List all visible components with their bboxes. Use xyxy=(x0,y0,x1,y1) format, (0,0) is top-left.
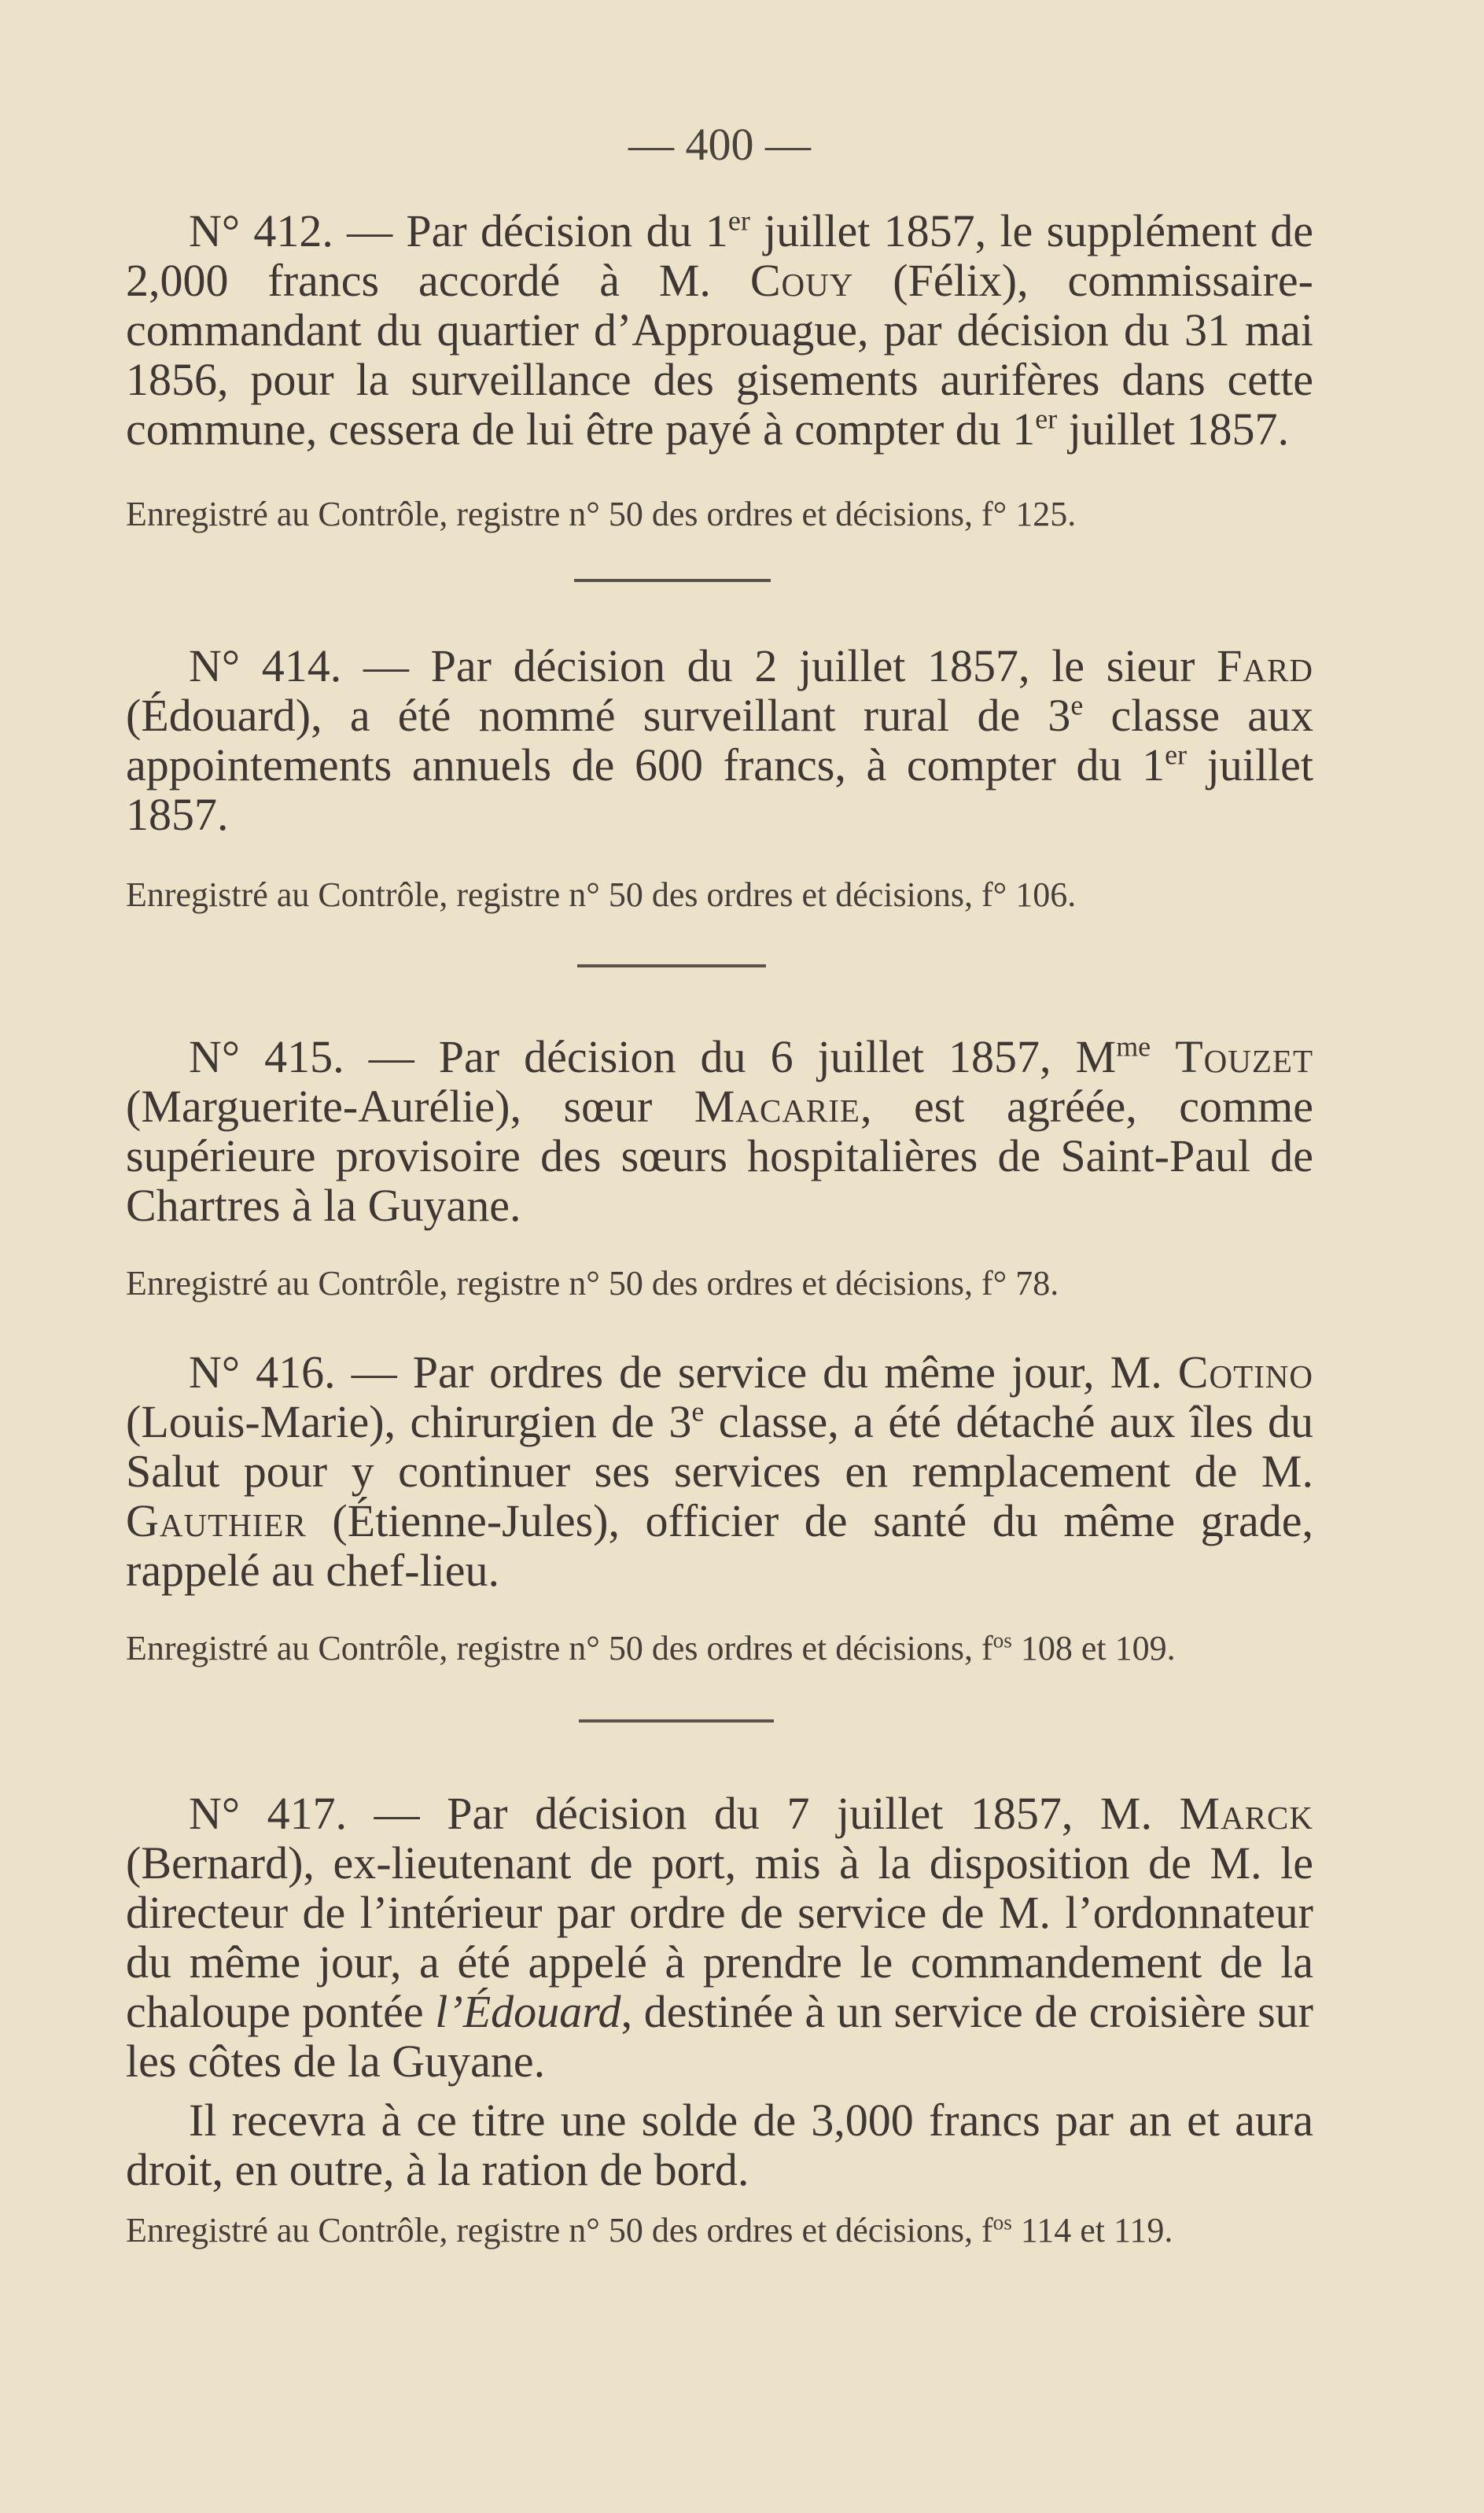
entry-number: N° 415. xyxy=(189,1031,344,1082)
entry-number: N° 412. xyxy=(189,205,333,256)
entry-number: N° 414. xyxy=(189,640,342,691)
entry-414-text: N° 414. — Par décision du 2 juillet 1857, le sieur Fard (Édouard), a été nommé surveillant rural de 3e classe aux appointements annuels de 600 francs, à compter du 1er juillet 1857. xyxy=(126,640,1313,840)
person-name: Couy xyxy=(749,255,854,306)
section-divider xyxy=(574,579,771,582)
person-name: Fard xyxy=(1217,640,1313,691)
entry-417-text: N° 417. — Par décision du 7 juillet 1857, M. Marck (Bernard), ex-lieutenant de port, mis à la disposition de M. le directeur de l’intérieur par ordre de service de M. l’ordonnateur du même jour, a été appelé à prendre le commandement de la chaloupe pontée l’Édouard, destinée à un service de croisière sur les côtes de la Guyane. xyxy=(126,1788,1313,2087)
register-note-412: Enregistré au Contrôle, registre n° 50 des ordres et décisions, f° 125. xyxy=(126,495,1077,533)
section-divider xyxy=(577,964,766,967)
vessel-name: l’Édouard xyxy=(435,1986,621,2037)
register-note-417: Enregistré au Contrôle, registre n° 50 des ordres et décisions, $f^{os}$ 114 et 119. xyxy=(126,2210,1173,2250)
entry-417-text-2: Il recevra à ce titre une solde de 3,000 francs par an et aura droit, en outre, à la ration de bord. xyxy=(126,2095,1313,2195)
register-note-415: Enregistré au Contrôle, registre n° 50 des ordres et décisions, f° 78. xyxy=(126,1264,1059,1303)
person-name: Touzet xyxy=(1175,1031,1313,1082)
entry-415-text: N° 415. — Par décision du 6 juillet 1857, $M^{me}$ Touzet (Marguerite-Aurélie), sœur Macarie, est agréée, comme supérieure provisoire des sœurs hospitalières de Saint-Paul de Chartres à la Guyane. xyxy=(126,1030,1313,1231)
person-name: Marck xyxy=(1179,1788,1313,1839)
person-name: Cotino xyxy=(1177,1347,1314,1398)
entry-416-text: N° 416. — Par ordres de service du même jour, M. Cotino (Louis-Marie), chirurgien de 3e classe, a été détaché aux îles du Salut pour y continuer ses services en remplacement de M. Gauthier (Étienne-Jules), officier de santé du même grade, rappelé au chef-lieu. xyxy=(126,1347,1314,1596)
person-name: Gauthier xyxy=(126,1495,307,1546)
entry-417 xyxy=(126,1789,1313,2194)
register-note-414: Enregistré au Contrôle, registre n° 50 des ordres et décisions, f° 106. xyxy=(126,875,1077,914)
entry-415 xyxy=(126,1032,1313,1230)
entry-416 xyxy=(126,1347,1313,1595)
page-number: — 400 — xyxy=(628,119,811,170)
entry-412-text: N° 412. — Par décision du 1er juillet 1857, le supplément de 2,000 francs accordé à M. Couy (Félix), commissaire-commandant du quartier d’Approuague, par décision du 31 mai 1856, pour la surveillance des gisements aurifères dans cette commune, cessera de lui être payé à compter du 1er juillet 1857. xyxy=(126,205,1313,455)
person-name: Macarie xyxy=(694,1081,860,1132)
entry-number: N° 417. xyxy=(189,1788,348,1839)
entry-412 xyxy=(126,206,1313,454)
register-note-416: Enregistré au Contrôle, registre n° 50 des ordres et décisions, $f^{os}$ 108 et 109. xyxy=(126,1628,1176,1667)
entry-number: N° 416. xyxy=(189,1347,336,1398)
entry-414 xyxy=(126,641,1313,839)
section-divider xyxy=(579,1719,774,1723)
